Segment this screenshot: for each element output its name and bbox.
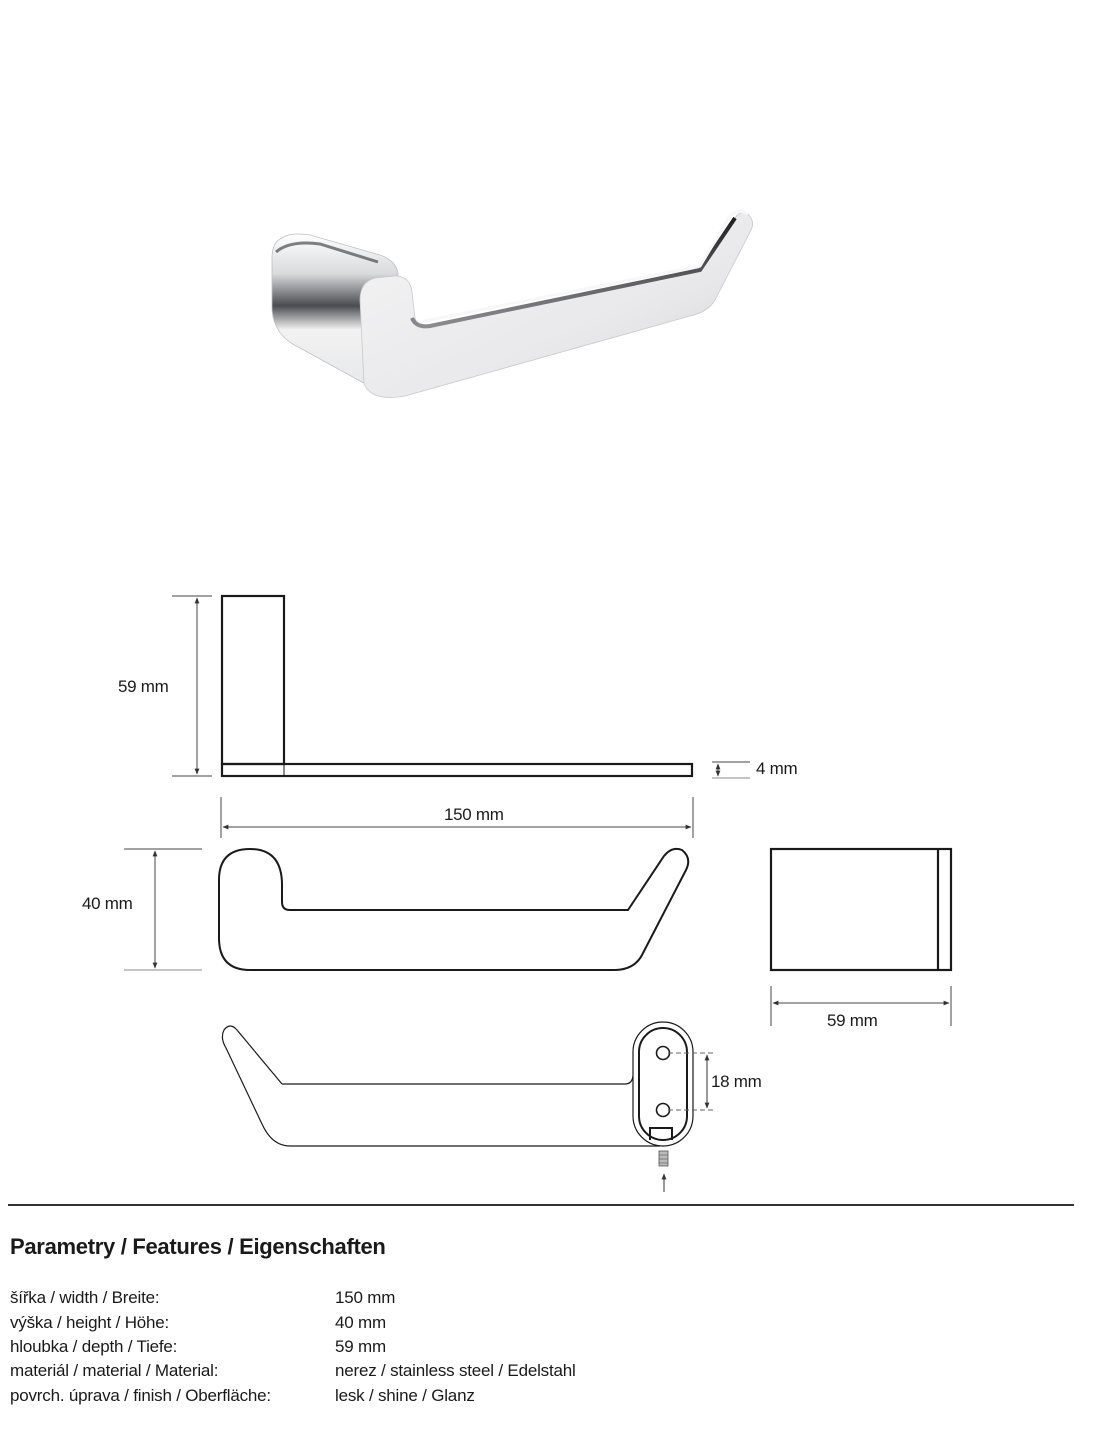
side-view: [222, 596, 692, 776]
side-height-label: 59 mm: [118, 677, 169, 696]
thickness-label: 4 mm: [756, 759, 798, 778]
spec-label: materiál / material / Material:: [10, 1361, 219, 1381]
front-view: [219, 849, 688, 970]
spec-row-depth: [10, 1335, 576, 1359]
spec-row-material: [10, 1359, 576, 1383]
spec-value: 40 mm: [335, 1312, 386, 1332]
top-view: [222, 1022, 693, 1146]
dim-hole-spacing: [668, 1053, 716, 1110]
spec-row-height: [10, 1310, 576, 1334]
spec-row-width: [10, 1286, 576, 1310]
dim-front-height: [124, 849, 202, 970]
spec-value: 150 mm: [335, 1288, 396, 1308]
spec-value: lesk / shine / Glanz: [335, 1385, 475, 1405]
features-title: Parametry / Features / Eigenschaften: [10, 1234, 386, 1259]
spec-label: povrch. úprava / finish / Oberfläche:: [10, 1385, 271, 1405]
depth-label: 59 mm: [827, 1011, 878, 1030]
spec-row-finish: [10, 1384, 576, 1408]
width-label: 150 mm: [444, 805, 504, 824]
spec-value: nerez / stainless steel / Edelstahl: [335, 1361, 576, 1381]
features-table: [10, 1286, 576, 1408]
section-divider: [8, 1204, 1074, 1206]
dim-side-height: [172, 596, 212, 776]
spec-label: hloubka / depth / Tiefe:: [10, 1336, 178, 1356]
spec-label: šířka / width / Breite:: [10, 1288, 160, 1308]
end-view: [771, 849, 951, 970]
spec-value: 59 mm: [335, 1336, 386, 1356]
spec-label: výška / height / Höhe:: [10, 1312, 170, 1332]
front-height-label: 40 mm: [82, 894, 133, 913]
hole-spacing-label: 18 mm: [711, 1072, 762, 1091]
dim-thickness: [712, 762, 750, 778]
screw-icon: [659, 1151, 668, 1166]
